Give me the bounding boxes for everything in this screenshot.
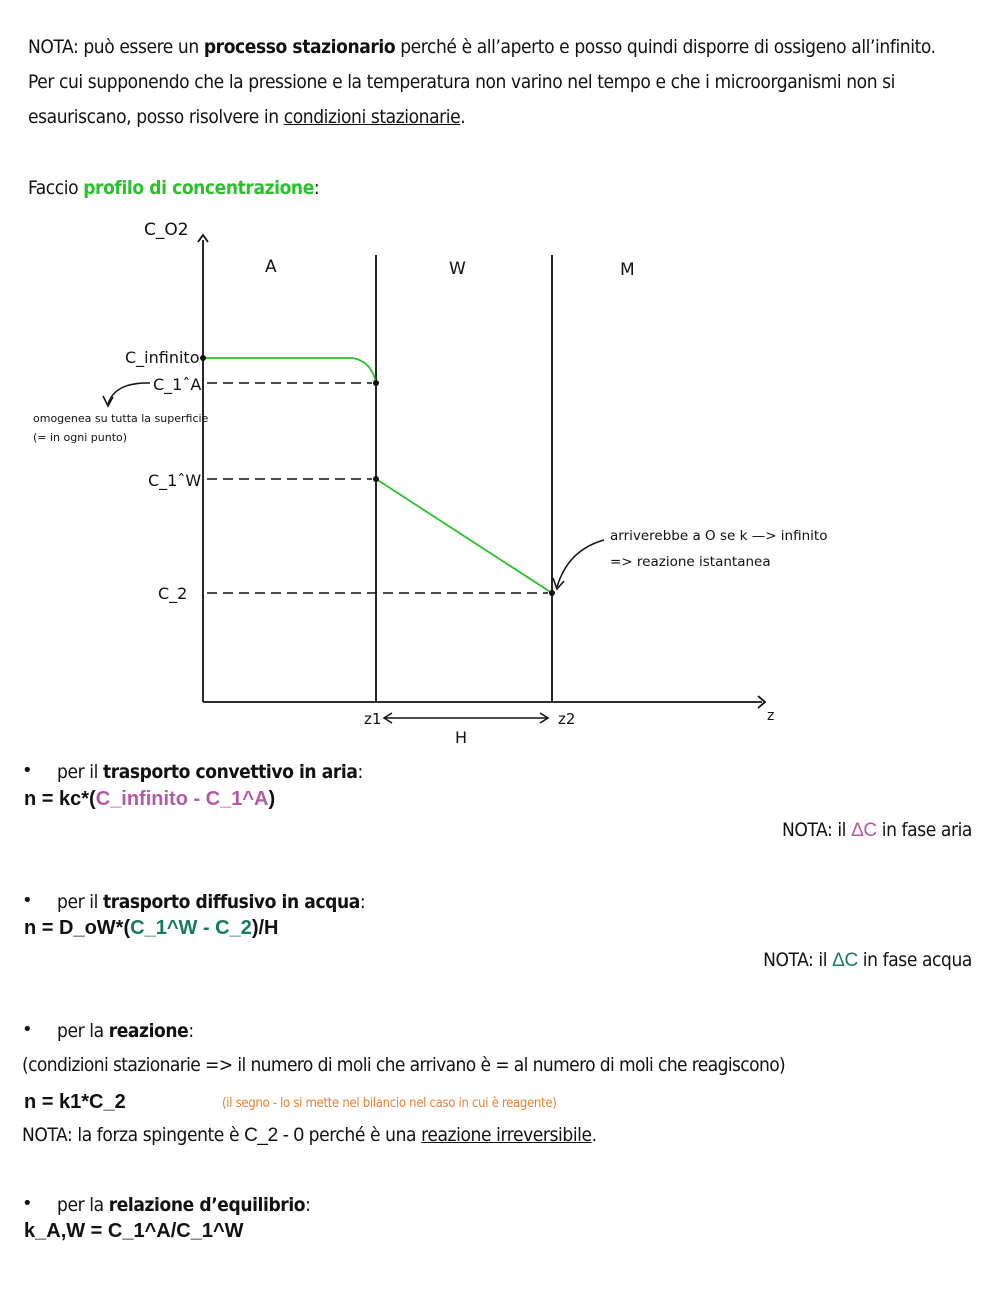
concentration-profile-diagram xyxy=(0,210,1000,755)
profile-air xyxy=(203,358,376,383)
diff-note-delta: ΔC xyxy=(832,950,858,971)
label-c1w: C_1ˆW xyxy=(148,471,202,490)
reac-pre: per la xyxy=(57,1020,109,1042)
reac-heading xyxy=(57,1019,194,1043)
reac-nota-pre: NOTA: la forza spingente è xyxy=(22,1124,245,1146)
conv-eq-pre: n = kc*( xyxy=(24,788,96,810)
bullet-reac: • xyxy=(22,1019,33,1040)
conv-eq-colored: C_infinito - C_1^A xyxy=(95,788,269,810)
arrow-right-note xyxy=(557,540,604,587)
dot-c1w xyxy=(373,476,379,482)
conv-note-delta: ΔC xyxy=(851,820,877,841)
intro-text: NOTA: può essere un xyxy=(28,36,204,58)
profile-water xyxy=(376,479,552,593)
profile-heading xyxy=(28,176,319,200)
x-axis-label: z xyxy=(767,708,775,724)
region-m-label: M xyxy=(620,260,635,280)
label-c2: C_2 xyxy=(158,584,188,603)
diff-equation xyxy=(24,916,279,940)
eq-pre: per la xyxy=(57,1194,109,1216)
bullet-conv: • xyxy=(22,760,33,781)
reac-bold: reazione xyxy=(108,1020,189,1042)
conv-post: : xyxy=(357,761,363,783)
eq-post: : xyxy=(305,1194,311,1216)
conv-note-pre: NOTA: il xyxy=(781,819,852,841)
reac-post: : xyxy=(188,1020,194,1042)
reac-nota-mid2: perché è una xyxy=(303,1124,422,1146)
note-right-1: arriverebbe a O se k —> infinito xyxy=(610,528,828,544)
diff-note-pre: NOTA: il xyxy=(763,949,833,971)
dot-c2 xyxy=(549,590,555,596)
note-left-2: (= in ogni punto) xyxy=(33,431,128,444)
conv-eq-post: ) xyxy=(268,788,276,810)
eq-equation: k_A,W = C_1^A/C_1^W xyxy=(24,1220,244,1242)
arrow-left-note xyxy=(108,383,150,404)
reac-nota xyxy=(22,1123,597,1148)
intro-text-3: esauriscano, posso risolvere in xyxy=(28,106,284,128)
reac-nota-post: . xyxy=(591,1124,597,1146)
diff-bold: trasporto diffusivo in acqua xyxy=(102,891,360,913)
diff-heading xyxy=(57,890,365,914)
diff-note xyxy=(763,949,972,972)
reac-equation: n = k1*C_2 xyxy=(24,1091,126,1113)
dot-c-infinito xyxy=(200,355,206,361)
eq-bold: relazione d’equilibrio xyxy=(108,1194,306,1216)
note-right-2: => reazione istantanea xyxy=(610,554,771,570)
diff-note-post: in fase acqua xyxy=(857,949,972,971)
intro-period: . xyxy=(460,106,466,128)
intro-text-end: perché è all’aperto e posso quindi disporre di ossigeno all’infinito. xyxy=(395,36,936,58)
intro-underline: condizioni stazionarie xyxy=(283,106,461,128)
diff-eq-pre: n = D_oW*( xyxy=(24,917,131,939)
conv-heading xyxy=(57,760,363,784)
conv-equation xyxy=(24,787,275,811)
profile-post: : xyxy=(313,177,320,199)
reac-nota-mid: C_2 - 0 xyxy=(244,1125,304,1146)
eq-heading xyxy=(57,1193,311,1217)
reac-sign-note: (il segno - lo si mette nel bilancio nel caso in cui è reagente) xyxy=(222,1096,557,1111)
intro-line-2: Per cui supponendo che la pressione e la temperatura non varino nel tempo e che i microorganismi non si xyxy=(28,71,896,93)
conv-note xyxy=(782,819,972,842)
label-z2: z2 xyxy=(558,710,576,728)
intro-line-1 xyxy=(28,35,936,59)
bullet-diff: • xyxy=(22,890,33,911)
diff-pre: per il xyxy=(57,891,103,913)
bullet-eq: • xyxy=(22,1193,33,1214)
profile-pre: Faccio xyxy=(28,177,84,199)
intro-line-3 xyxy=(28,105,465,129)
label-c1a: C_1ˆA xyxy=(153,375,202,394)
conv-note-post: in fase aria xyxy=(876,819,972,841)
region-a-label: A xyxy=(265,257,277,277)
label-h: H xyxy=(455,728,468,747)
dot-c1a xyxy=(373,380,379,386)
y-axis-label: C_O2 xyxy=(144,220,189,240)
diff-eq-colored: C_1^W - C_2 xyxy=(130,917,252,939)
reac-nota-underline: reazione irreversibile xyxy=(421,1124,592,1146)
label-c-infinito: C_infinito xyxy=(125,348,200,367)
profile-highlight: profilo di concentrazione xyxy=(83,177,314,199)
note-left-1: omogenea su tutta la superficie xyxy=(33,412,209,425)
conv-bold: trasporto convettivo in aria xyxy=(102,761,358,783)
diff-post: : xyxy=(359,891,366,913)
label-z1: z1 xyxy=(364,710,382,728)
intro-bold: processo stazionario xyxy=(203,36,396,58)
conv-pre: per il xyxy=(57,761,103,783)
reac-condition: (condizioni stazionarie => il numero di moli che arrivano è = al numero di moli che reagiscono) xyxy=(22,1054,786,1076)
region-w-label: W xyxy=(449,259,466,279)
diff-eq-post: )/H xyxy=(251,917,279,939)
